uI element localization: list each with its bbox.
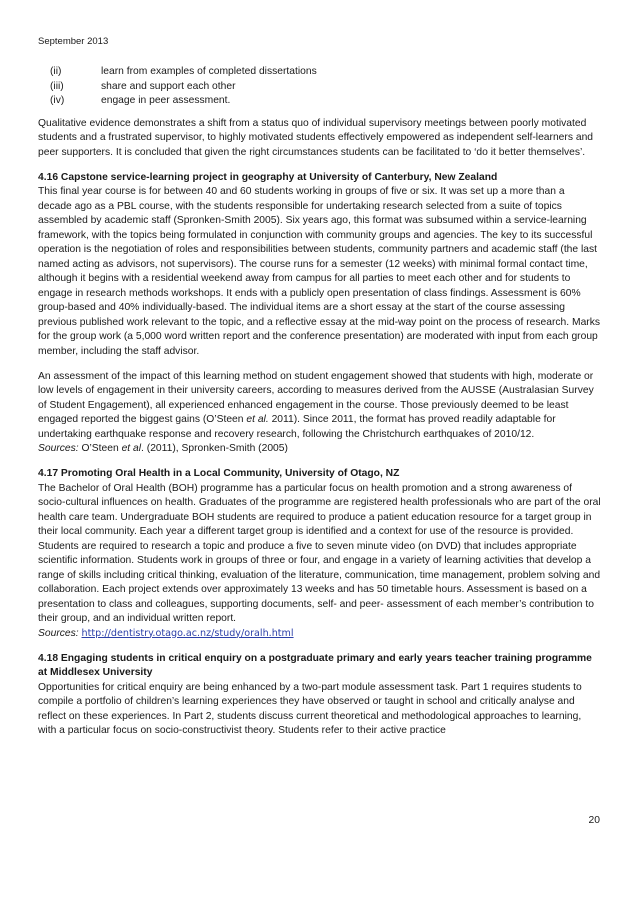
document-page [38, 36, 601, 749]
header-date: September 2013 [38, 36, 109, 47]
section-heading: 4.16 Capstone service-learning project in geography at University of Canterbury, New Zealand [38, 171, 498, 183]
list-item [38, 80, 601, 95]
section-body: Opportunities for critical enquiry are being enhanced by a two-part module assessment task. Part 1 requires students to compile a portfolio of children’s learning experiences they have observed or taught in school and critically analyse and reflect on these experiences. In Part 2, students discuss current theoretical and methodological approaches to learning, with a particular focus on socio-constructivist theory. Students refer to their active practice [38, 681, 582, 736]
section-body: The Bachelor of Oral Health (BOH) programme has a particular focus on health promotion and a strong awareness of socio-cultural influences on health. Graduates of the programme are registered health professionals who are part of the oral health care team. Undergraduate BOH students are required to produce a patient education resource for a target group in their local community. Each year a different target group is identified and a context for use of the resource is provided. Students are required to research a topic and produce a five to seven minute video (on DVD) that includes appropriate scientific information. Students work in groups of three or four, and engage in a variety of learning activities that develop a range of skills including critical thinking, evaluation of the literature, communication, time management, problem solving and collaboration. Each project extends over approximately 13 weeks and has 50 timetable hours. Assessment is based on a presentation to class and colleagues, supporting documents, self- and peer- assessment of each member’s contribution to their group, and an individual written report. [38, 482, 601, 624]
section-4-16 [38, 171, 601, 360]
section-body: This final year course is for between 40 and 60 students working in groups of five or six. It was set up a more than a decade ago as a PBL course, with the students responsible for undertaking research selected from a suite of topics assembled by academic staff (Spronken-Smith 2005). Six years ago, this format was subsumed within a service-learning framework, with the topics being formulated in conjunction with community groups and agencies. The key to its successful operation is the negotiation of roles and responsibilities between students, community partners and academic staff (the last named acting as advisors, not supervisors). The course runs for a semester (12 weeks) with minimal formal contact time, although it begins with a residential weekend away from campus for all parties to meet each other and for students to engage in research methods workshops. It ends with a publicly open presentation of class findings. Assessment is 60% group-based and 40% individually-based. The individual items are a short essay at the start of the course assessing previous published work relevant to the topic, and a reflective essay at the mid-way point on the process of research. Marks for the group work (a 5,000 word written report and the conference presentation) are moderated with input from each group member, including the staff advisor. [38, 186, 601, 357]
section-4-18 [38, 652, 601, 739]
list-text: learn from examples of completed dissertations [101, 66, 317, 77]
sources-label: Sources: [38, 627, 79, 639]
list-number: (iv) [50, 95, 65, 106]
section-4-16-assessment [38, 370, 601, 457]
sources-text: O’Steen [78, 443, 122, 454]
numbered-list [38, 65, 601, 109]
list-text: share and support each other [101, 80, 236, 92]
list-item [38, 65, 601, 80]
sources-label: Sources: [38, 443, 79, 454]
assessment-etal: et al. [246, 414, 269, 425]
page-number: 20 [588, 815, 600, 826]
section-4-17 [38, 467, 601, 641]
intro-paragraph: Qualitative evidence demonstrates a shift from a status quo of individual supervisory meetings between poorly motivated students and a frustrated supervisor, to highly motivated students effectively empowered as independent self-learners and peer supporters. It is concluded that given the right circumstances students can be facilitated to ‘do it better themselves’. [38, 117, 594, 158]
section-heading: 4.18 Engaging students in critical enquiry on a postgraduate primary and early years teacher training programme at Middlesex University [38, 652, 592, 678]
assessment-paragraph [38, 370, 601, 443]
list-item [38, 94, 601, 109]
sources-line [38, 627, 601, 642]
assessment-text: An assessment of the impact of this learning method on student engagement showed that students with high, moderate or low levels of engagement in their university careers, according to measures derived from the AUSSE (Australasian Survey of Student Engagement), all experienced enhanced engagement in the course. Those previously deemed to be least engaged reported the biggest gains (O’Steen [38, 370, 594, 425]
assessment-text-end: 2011). Since 2011, the format has proved readily adaptable for undertaking earthquake response and recovery research, following the Christchurch earthquakes of 2010/12. [38, 414, 556, 440]
list-number: (iii) [50, 80, 64, 92]
list-number: (ii) [50, 66, 62, 77]
list-text: engage in peer assessment. [101, 95, 231, 106]
sources-line [38, 442, 601, 457]
source-link[interactable]: http://dentistry.otago.ac.nz/study/oralh.html [81, 627, 294, 639]
sources-etal: et al [121, 443, 142, 454]
section-heading: 4.17 Promoting Oral Health in a Local Community, University of Otago, NZ [38, 468, 400, 479]
sources-text-end: . (2011), Spronken-Smith (2005) [141, 443, 288, 454]
